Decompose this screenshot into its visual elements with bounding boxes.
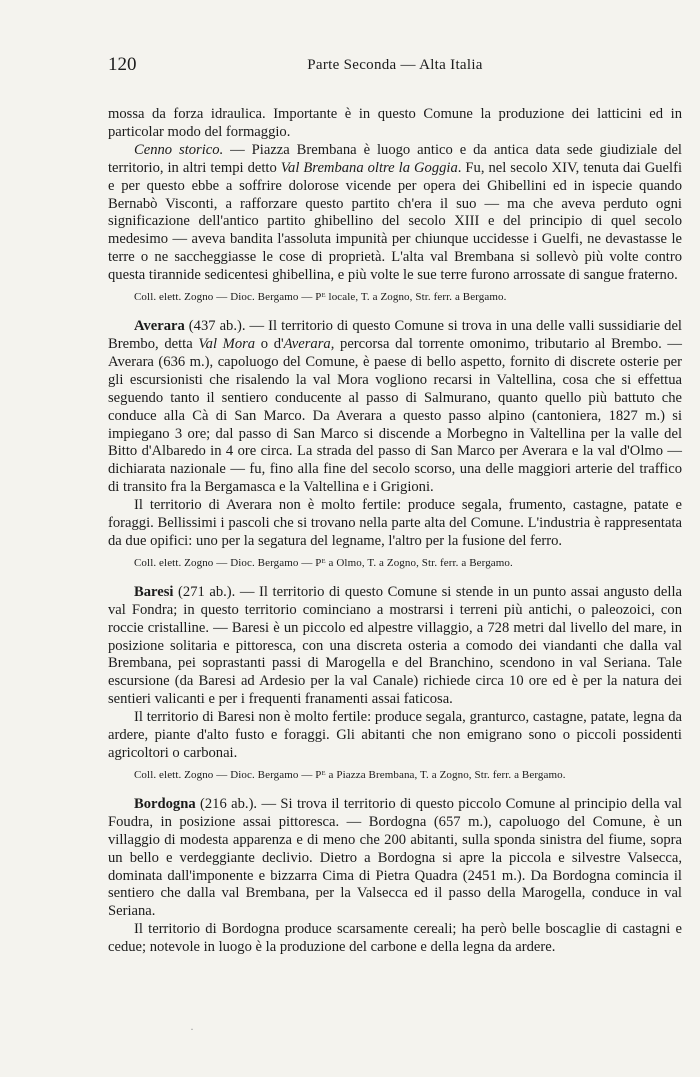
paragraph-zogno-end: [108, 106, 682, 142]
collegio-note-zogno: Coll. elett. Zogno — Dioc. Bergamo — Pᴱ locale, T. a Zogno, Str. ferr. a Bergamo.: [134, 291, 507, 304]
paragraph-averara-territory: Il territorio di Averara non è molto fertile: produce segala, frumento, castagne, patate e foraggi. Bellissimi i pascoli che si trovano nella parte alta del Comune. L'industria è rappresentata da due opifici: uno per la segatura del legname, l'altro per la fusione del ferro.: [108, 497, 682, 549]
text: . Fu, nel secolo XIV, tenuta dai Guelfi e per questo ebbe a soffrire dolorose vicende per opera dei Ghibellini ed in ispecie quando Bernabò Visconti, a rafforzare questo partito ch'era il suo — ma che aveva perduto ogni significazione dell'antico partito ghibellino del secolo XIII e del principio di quel secolo medesimo — aveva bandita l'assoluta impunità per chiunque uccidesse i Guelfi, ne devastasse le terre o ne saccheggiasse le cose di proprietà. L'alta val Brembana si sollevò più volte contro questa tirannide sedicentesi ghibellina, e più volte le sue terre furono arrossate di sangue fraterno.: [108, 159, 683, 284]
text: — Piazza Brembana è luogo antico e da antica data sede giudiziale del territorio, in altri tempi detto: [108, 141, 682, 176]
collegio-note-baresi: Coll. elett. Zogno — Dioc. Bergamo — Pᴱ a Piazza Brembana, T. a Zogno, Str. ferr. a Bergamo.: [134, 768, 566, 781]
text: (271 ab.). — Il territorio di questo Comune si stende in un punto assai angusto della val Fondra; in questo territorio cominciano a mostrarsi i terreni più antichi, o paleozoici, con roccie cristalline. — Baresi è un piccolo ed alpestre villaggio, a 728 metri dal livello del mare, in posizione solitaria e pittoresca, con una discreta osteria a comodo dei viandanti che dalla val Brembana, pei soprastanti passi di Marogella e del Branchino, scendono in val Seriana. Tale escursione (da Baresi ad Ardesio per la val Canale) richiede circa 10 ore ed è per la natura dei sentieri valicanti e per i frequenti franamenti assai faticosa.: [108, 583, 682, 708]
paragraph-bordogna-territory: Il territorio di Bordogna produce scarsamente cereali; ha però belle boscaglie di castagni e cedue; notevole in luogo è la produzione del carbone e della legna da ardere.: [108, 921, 682, 956]
cenno-label: Cenno storico.: [134, 141, 224, 158]
collegio-note-averara: Coll. elett. Zogno — Dioc. Bergamo — Pᴱ a Olmo, T. a Zogno, Str. ferr. a Bergamo.: [134, 556, 513, 569]
page-number: 120: [108, 54, 137, 75]
val-brembana-italic: Val Brembana oltre la Goggia: [280, 159, 458, 176]
running-header: [108, 54, 682, 75]
entry-name-baresi: Baresi: [134, 583, 174, 600]
text: o d': [255, 335, 284, 352]
text: (437 ab.). — Il territorio di questo Comune si trova in una delle valli sussidiarie del Brembo, detta: [108, 318, 682, 352]
text: , percorsa dal torrente omonimo, tributario al Brembo. — Averara (636 m.), capoluogo del Comune, è paese di bello aspetto, fornito di discrete osterie per gli escursionisti che risalendo la val Mora vogliono recarsi in Valtellina, cosa che si effettua seguendo tanto il sentiero conducente al passo di Salmurano, quanto quello più battuto che conduce alla Cà di San Marco. Da Averara a questo passo alpino (cantoniera, 1827 m.) si impiegano 3 ore; dal passo di San Marco si discende a Morbegno in Valtellina per la valle del Bitto d'Albaredo in 4 ore circa. La strada del passo di San Marco per Averara e la val d'Olmo — dichiarata nazionale — fu, fino alla fine del secolo scorso, una delle maggiori arterie del traffico di transito fra la Bergamasca e la Valtellina e i Grigioni.: [108, 335, 682, 496]
text: (216 ab.). — Si trova il territorio di questo piccolo Comune al principio della val Foudra, in posizione assai pittoresca. — Bordogna (657 m.), capoluogo del Comune, è un villaggio di modesta apparenza e di meno che 200 abitanti, sulla sponda sinistra del fiume, sopra un bello e verdeggiante declivio. Dietro a Bordogna si apre la piccola e silvestre Valsecca, dominata dall'imponente e bizzarra Cima di Pietra Quadra (2451 m.). Da Bordogna comincia il sentiero che dalla val Brembana, per la Valsecca ed il passo della Marogella, conduce in val Seriana.: [108, 795, 682, 920]
paragraph-cenno-storico: [108, 142, 682, 285]
entry-name-bordogna: Bordogna: [134, 795, 196, 812]
text: mossa da forza idraulica. Importante è in questo Comune la produzione dei latticini ed in particolar modo del formaggio.: [108, 106, 682, 140]
page-body: [108, 106, 682, 957]
entry-bordogna: [108, 796, 682, 921]
running-title: Parte Seconda — Alta Italia: [307, 57, 483, 73]
entry-name-averara: Averara: [134, 318, 185, 335]
print-speck: ·: [190, 1022, 194, 1036]
paragraph-baresi-territory: Il territorio di Baresi non è molto fertile: produce segala, granturco, castagne, patate, legna da ardere, piante d'alto fusto e foraggi. Gli abitanti che non emigrano sono o piccoli possidenti agricoltori o carbonai.: [108, 709, 682, 761]
entry-averara: [108, 318, 682, 497]
val-mora-italic: Val Mora: [198, 335, 256, 352]
entry-baresi: [108, 584, 682, 709]
averara-italic: Averara: [283, 335, 331, 352]
